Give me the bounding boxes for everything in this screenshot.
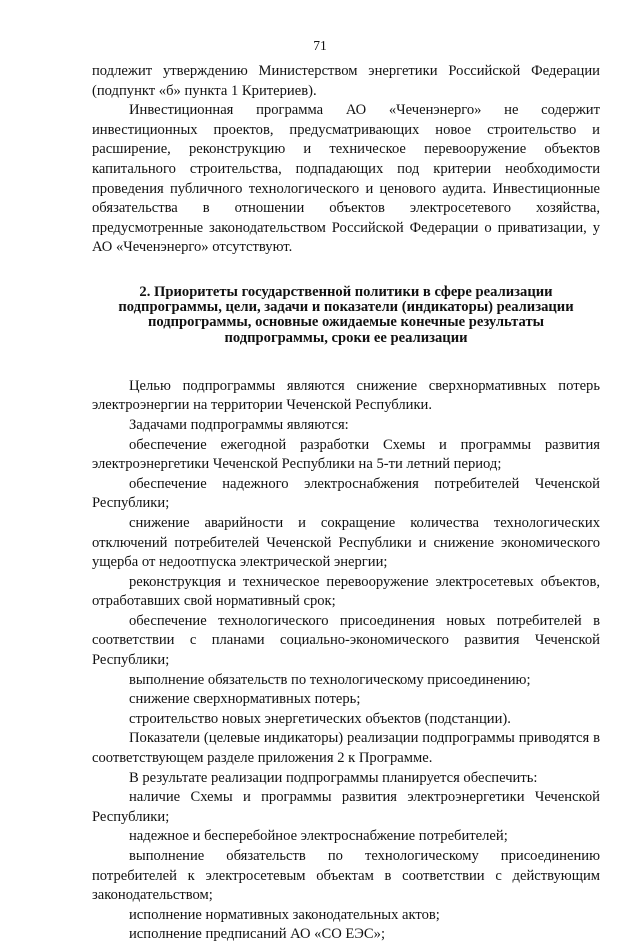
task-item: снижение аварийности и сокращение количества технологических отключений потребителей Чеченской Республики и снижение экономического ущерба от недоотпуска электрической энергии; (92, 514, 600, 571)
task-item: обеспечение надежного электроснабжения потребителей Чеченской Республики; (92, 475, 600, 512)
result-item: исполнение предписаний АО «СО ЕЭС»; (129, 926, 386, 943)
task-item: обеспечение ежегодной разработки Схемы и программы развития электроэнергетики Чеченской Республики на 5-ти летний период; (92, 436, 600, 473)
tasks-intro: Задачами подпрограммы являются: (129, 416, 349, 433)
indicators-paragraph: Показатели (целевые индикаторы) реализации подпрограммы приводятся в соответствующем разделе приложения 2 к Программе. (92, 730, 600, 767)
task-item: выполнение обязательств по технологическому присоединению; (129, 671, 531, 688)
result-item: исполнение нормативных законодательных актов; (129, 906, 440, 923)
result-item: надежное и бесперебойное электроснабжение потребителей; (129, 828, 508, 845)
result-item: выполнение обязательств по технологическому присоединению потребителей к электросетевым объектам в соответствии с действующим законодательством; (92, 848, 600, 904)
task-item: снижение сверхнормативных потерь; (129, 691, 361, 708)
task-item: реконструкция и техническое перевооружение электросетевых объектов, отработавших свой нормативный срок; (92, 573, 600, 610)
section-heading: 2. Приоритеты государственной политики в сфере реализации подпрограммы, цели, задачи и показатели (индикаторы) реализации подпрограммы, основные ожидаемые конечные результаты подпрограммы, сроки ее реализации (118, 283, 574, 346)
page-number: 71 (313, 38, 327, 53)
page-content (92, 62, 600, 945)
task-item: строительство новых энергетических объектов (подстанции). (129, 710, 511, 727)
intro-paragraph-investment: Инвестиционная программа АО «Чеченэнерго» не содержит инвестиционных проектов, предусматривающих новое строительство и расширение, реконструкцию и техническое перевооружение объектов капитального строительства, подпадающих под критерии необходимости проведения публичного технологического и ценового аудита. Инвестиционные обязательства в отношении объектов электросетевого хозяйства, предусмотренные законодательством Российской Федерации о приватизации, у АО «Чеченэнерго» отсутствуют. (92, 102, 600, 256)
intro-paragraph-continuation: подлежит утверждению Министерством энергетики Российской Федерации (подпункт «б» пункта 1 Критериев). (92, 63, 600, 99)
result-item: наличие Схемы и программы развития электроэнергетики Чеченской Республики; (92, 789, 600, 825)
results-intro: В результате реализации подпрограммы планируется обеспечить: (129, 769, 538, 786)
goal-paragraph: Целью подпрограммы являются снижение сверхнормативных потерь электроэнергии на территории Чеченской Республики. (92, 377, 600, 414)
task-item: обеспечение технологического присоединения новых потребителей в соответствии с планами социально-экономического развития Чеченской Республики; (92, 612, 600, 669)
